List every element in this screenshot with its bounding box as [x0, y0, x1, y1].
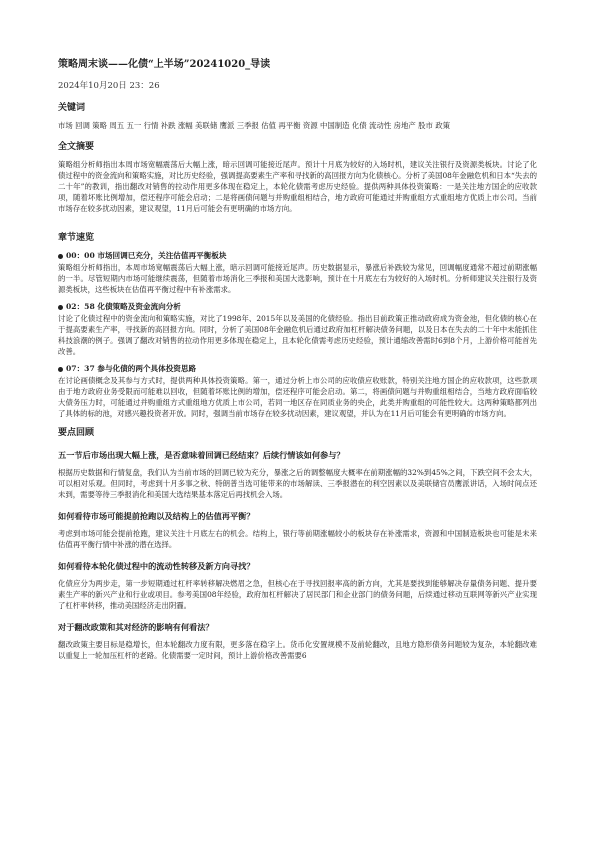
question-heading: 如何看待市场可能提前抢跑以及结构上的估值再平衡？ [58, 511, 255, 521]
question-heading: 五一节后市场出现大幅上涨，是否意味着回调已经结束？后续行情该如何参与？ [58, 450, 345, 460]
chapter-header: 00：00 市场回调已充分，关注估值再平衡板块 [66, 251, 227, 260]
key-points-heading: 要点回顾 [58, 428, 95, 438]
summary-text: 策略组分析师指出本周市场宽幅震荡后大幅上涨，暗示回调可能接近尾声。预计十月底为较好的入场时机，建议关注银行及资源类板块。讨论了化债过程中的资金流向和策略实施，对比历史经验，强调提高要素生产率和寻找新的高回报方向为化债核心。分析了美国08年金融危机和日本“失去的二十年”的教训，指出翻改对销售的拉动作用更多体现在稳定上，本轮化债需考虑历史经验。提供两种具体投资策略：一是关注地方国企的应收款项，随着坏账比例增加，偿还程序可能会启动；二是将画债问题与并购重组相结合，地方政府可能通过并购重组方式重组地方优质上市公司。当前市场存在较多扰动因素，建议观望，11月后可能会有更明确的市场方向。 [58, 160, 537, 213]
keywords-heading: 关键词 [58, 103, 86, 113]
question-heading: 如何看待本轮化债过程中的流动性转移及新方向寻找？ [58, 561, 255, 571]
bullet-icon [58, 305, 63, 310]
chapter-text: 策略组分析师指出，本周市场宽幅震荡后大幅上涨，暗示回调可能接近尾声。历史数据显示，暴涨后补跌较为常见，回调幅度通常不超过前期涨幅的一半。尽管短期内市场可能继续震荡，但随着市场消化三季报和美国大选影响，预计在十月底左右为较好的入场时机。分析师建议关注银行及资源类板块，这些板块在估值再平衡过程中有补涨需求。 [58, 263, 537, 294]
chapter-header: 02：58 化债策略及资金流向分析 [66, 302, 181, 311]
answer-text: 根据历史数据和行情复盘，我们认为当前市场的回调已较为充分，暴涨之后的调整幅度大概率在前期涨幅的32%到45%之间，下跌空间不会太大，可以相对乐观。但同时，考虑到十月多事之秋、特朗普当选可能带来的市场解读、三季报潜在的利空因素以及美联储官员鹰派讲话，入场时间点还未到，需要等待三季报消化和美国大选结果基本落定后再找机会入场。 [58, 468, 537, 499]
answer-text: 翻改政策主要目标是稳增长，但本轮翻改力度有限，更多落在稳字上。货币化安置规模不及前轮翻改，且地方隐形债务问题较为复杂，本轮翻改难以重复上一轮加压杠杆的老路。化债需要一定时间，预计上游价格改善需要6 [58, 640, 537, 660]
bullet-icon [58, 254, 63, 259]
keywords-text: 市场 回调 策略 周五 五一 行情 补跌 涨幅 美联储 鹰派 三季报 估值 再平衡 资源 中国制造 化债 流动性 房地产 股市 政策 [58, 121, 451, 130]
document-title: 策略周末谈——化债“上半场”20241020_导读 [58, 59, 271, 70]
chapter-item [58, 250, 537, 295]
chapter-header: 07：37 参与化债的两个具体投资思路 [66, 364, 197, 373]
document-date: 2024年10月20日 23：26 [58, 81, 160, 91]
summary-heading: 全文摘要 [58, 142, 95, 152]
chapter-item [58, 301, 537, 357]
bullet-icon [58, 367, 63, 372]
question-heading: 对于翻改政策和其对经济的影响有何看法？ [58, 622, 214, 632]
answer-text: 考虑到市场可能会提前抢跑，建议关注十月底左右的机会。结构上，银行等前期涨幅较小的板块存在补涨需求，资源和中国制造板块也可能是未来估值再平衡行情中补涨的潜在选择。 [58, 529, 537, 549]
chapters-heading: 章节速览 [58, 233, 95, 243]
chapter-item [58, 363, 537, 419]
chapter-text: 讨论了化债过程中的资金流向和策略实施，对比了1998年、2015年以及美国的化债经验。指出目前政策正推动政府成为资金池，但化债的核心在于提高要素生产率，寻找新的高回报方向。同时，分析了美国08年金融危机后通过政府加杠杆解决债务问题，以及日本在失去的二十年中未能抓住科技浪潮的例子。强调了翻改对销售的拉动作用更多体现在稳定上，且本轮化债需考虑历史经验，预计通缩改善需时6到8个月，上游价格可能首先改善。 [58, 314, 537, 356]
chapter-text: 在讨论画债概念及其参与方式时，提供两种具体投资策略。第一，通过分析上市公司的应收债应收账款，特别关注地方国企的应收款项，这些款项由于地方政府业务受限而可能难以回收，但随着坏账比例的增加，偿还程序可能会启动。第二，将画债问题与并购重组相结合，当地方政府面临较大债务压力时，可能通过并购重组方式重组地方优质上市公司，若同一地区存在同质业务的央企，此类并购重组的可能性较大。这两种策略都列出了具体的标的池，对感兴趣投资者开放。同时，强调当前市场存在较多扰动因素，建议观望，并认为在11月后可能会有更明确的市场方向。 [58, 376, 537, 418]
answer-text: 化债应分为两步走，第一步短期通过杠杆率转移解决燃眉之急，但核心在于寻找回报率高的新方向，尤其是要找到能够解决存量债务问题、提升要素生产率的新兴产业和行业或项目。参考美国08年经验，政府加杠杆解决了居民部门和企业部门的债务问题，后续通过移动互联网等新兴产业实现了杠杆率转移，推动美国经济走出阴霾。 [58, 579, 537, 610]
